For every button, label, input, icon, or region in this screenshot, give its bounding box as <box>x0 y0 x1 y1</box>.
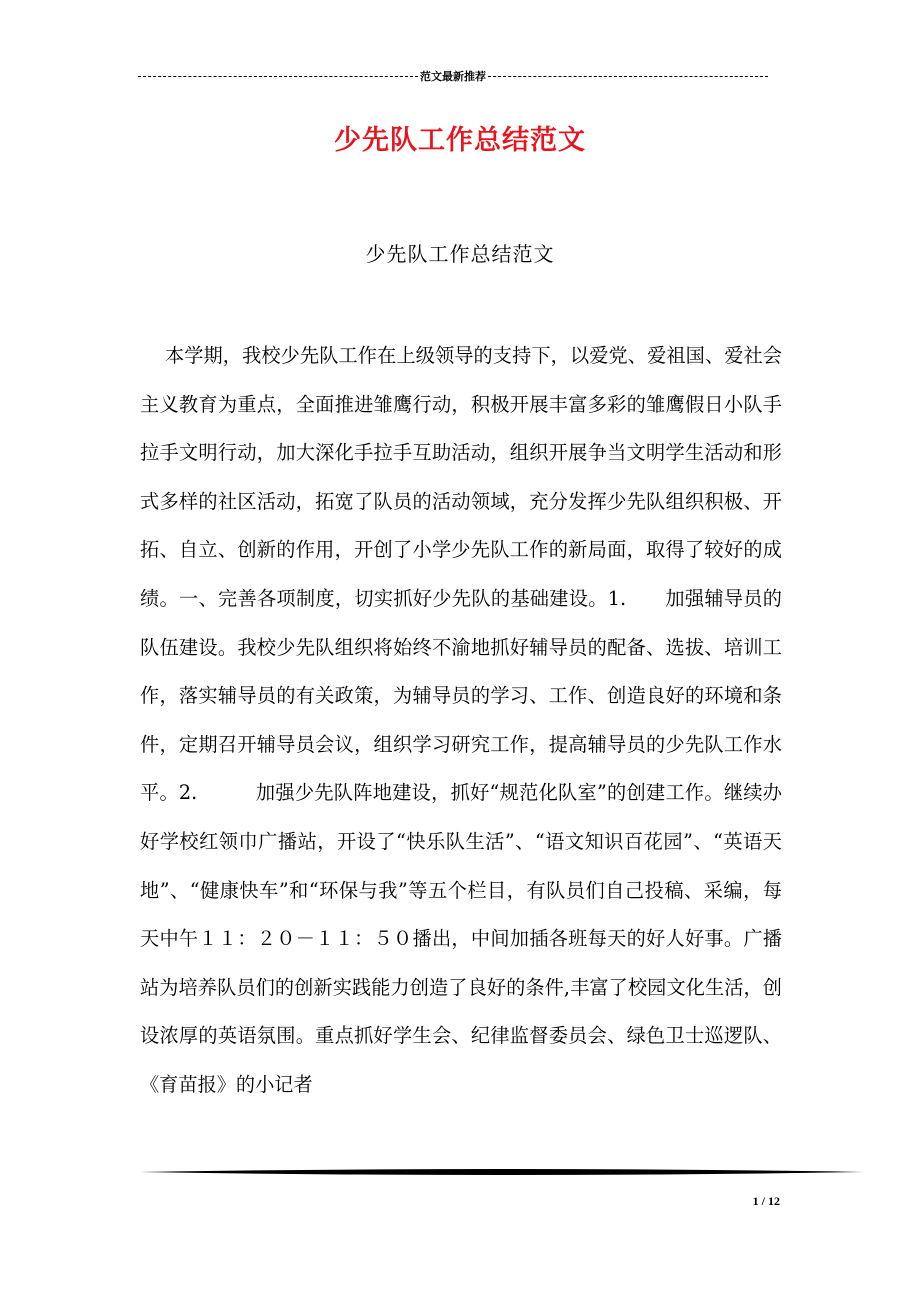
page-header <box>138 66 768 86</box>
footer-rule <box>140 1166 864 1178</box>
document-subtitle: 少先队工作总结范文 <box>365 242 555 266</box>
header-dash-right <box>488 76 768 77</box>
document-title: 少先队工作总结范文 <box>334 125 586 156</box>
header-label: 范文最新推荐 <box>420 70 486 83</box>
header-dash-left <box>138 76 418 77</box>
page-number: 1 / 12 <box>752 1194 780 1208</box>
body-paragraph: 本学期，我校少先队工作在上级领导的支持下，以爱党、爱祖国、爱社会主义教育为重点，全面推进雏鹰行动，积极开展丰富多彩的雏鹰假日小队手拉手文明行动，加大深化手拉手互助活动，组织开展争当文明学生活动和形式多样的社区活动，拓宽了队员的活动领域，充分发挥少先队组织积极、开拓、自立、创新的作用，开创了小学少先队工作的新局面，取得了较好的成绩。一、完善各项制度，切实抓好少先队的基础建设。1. 加强辅导员的队伍建设。我校少先队组织将始终不渝地抓好辅导员的配备、选拔、培训工作，落实辅导员的有关政策，为辅导员的学习、工作、创造良好的环境和条件，定期召开辅导员会议，组织学习研究工作，提高辅导员的少先队工作水平。2. 加强少先队阵地建设，抓好“规范化队室”的创建工作。继续办好学校红领巾广播站，开设了“快乐队生活”、“语文知识百花园”、“英语天地”、“健康快车”和“环保与我”等五个栏目，有队员们自己投稿、采编，每天中午１１：２０－１１：５０播出，中间加插各班每天的好人好事。广播站为培养队员们的创新实践能力创造了良好的条件,丰富了校园文化生活，创设浓厚的英语氛围。重点抓好学生会、纪律监督委员会、绿色卫士巡逻队、《育苗报》的小记者 <box>140 344 782 1096</box>
